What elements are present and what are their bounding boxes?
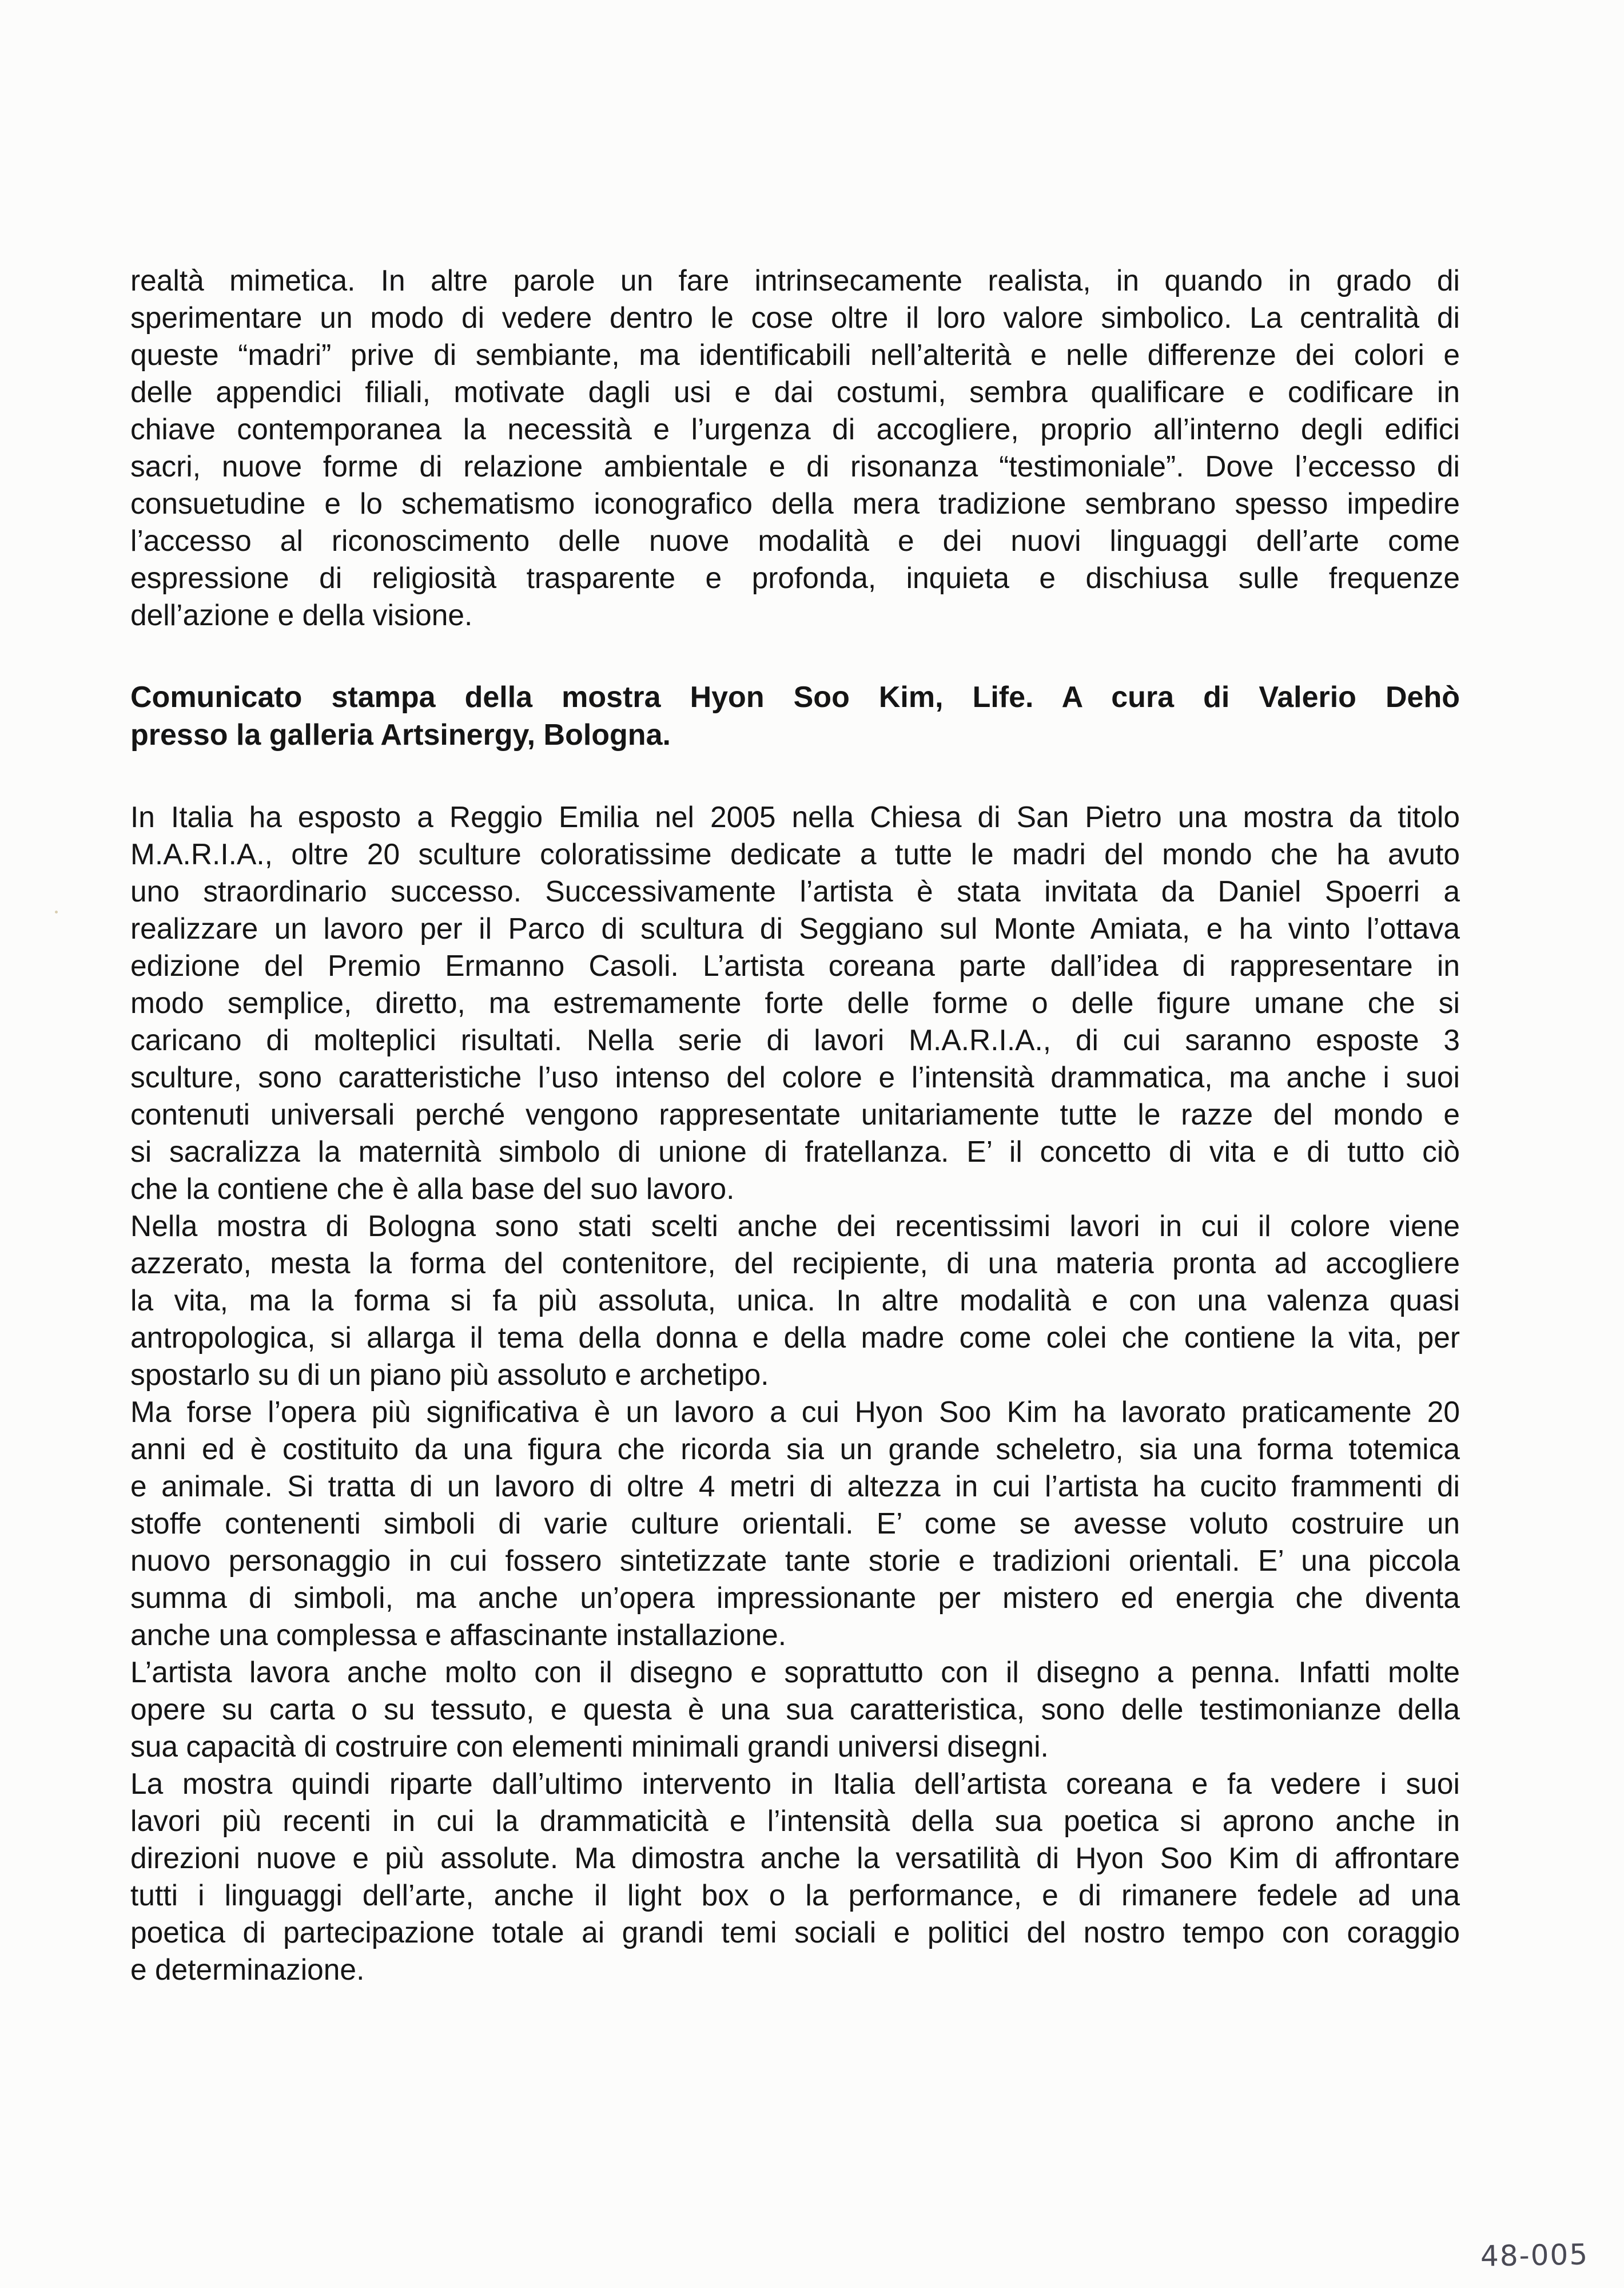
text-line: anche una complessa e affascinante installazione. xyxy=(130,1618,787,1651)
text-line: chiave contemporanea la necessità e l’urgenza di accogliere, proprio all’interno degli edifici xyxy=(130,412,1460,446)
text-line: poetica di partecipazione totale ai grandi temi sociali e politici del nostro tempo con coraggio xyxy=(130,1916,1460,1949)
text-line: L’artista lavora anche molto con il disegno e soprattutto con il disegno a penna. Infatti molte xyxy=(130,1655,1460,1689)
text-line: La mostra quindi riparte dall’ultimo intervento in Italia dell’artista coreana e fa vedere i suoi xyxy=(130,1767,1460,1800)
intro-paragraph xyxy=(130,262,1460,634)
text-line: nuovo personaggio in cui fossero sintetizzate tante storie e tradizioni orientali. E’ una piccola xyxy=(130,1544,1460,1577)
press-release-heading xyxy=(130,678,1460,754)
text-line: caricano di molteplici risultati. Nella serie di lavori M.A.R.I.A., di cui saranno esposte 3 xyxy=(130,1023,1460,1056)
text-line: queste “madri” prive di sembiante, ma identificabili nell’alterità e nelle differenze dei colori e xyxy=(130,338,1460,371)
text-line: In Italia ha esposto a Reggio Emilia nel 2005 nella Chiesa di San Pietro una mostra da titolo xyxy=(130,800,1460,833)
text-line: azzerato, mesta la forma del contenitore, del recipiente, di una materia pronta ad accogliere xyxy=(130,1246,1460,1280)
text-line: Nella mostra di Bologna sono stati scelti anche dei recentissimi lavori in cui il colore viene xyxy=(130,1209,1460,1242)
handwritten-page-number: 48-005 xyxy=(1480,2238,1589,2273)
text-line: antropologica, si allarga il tema della donna e della madre come colei che contiene la vita, per xyxy=(130,1321,1460,1354)
text-line: sacri, nuove forme di relazione ambientale e di risonanza “testimoniale”. Dove l’eccesso di xyxy=(130,450,1460,483)
text-line: uno straordinario successo. Successivamente l’artista è stata invitata da Daniel Spoerri a xyxy=(130,875,1460,908)
text-line: anni ed è costituito da una figura che ricorda sia un grande scheletro, sia una forma totemica xyxy=(130,1432,1460,1465)
text-line: contenuti universali perché vengono rappresentate unitariamente tutte le razze del mondo e xyxy=(130,1098,1460,1131)
text-line: spostarlo su di un piano più assoluto e archetipo. xyxy=(130,1358,769,1391)
text-line: lavori più recenti in cui la drammaticità e l’intensità della sua poetica si aprono anche in xyxy=(130,1804,1460,1837)
text-line: che la contiene che è alla base del suo lavoro. xyxy=(130,1172,735,1205)
text-line: summa di simboli, ma anche un’opera impressionante per mistero ed energia che diventa xyxy=(130,1581,1460,1614)
text-line: tutti i linguaggi dell’arte, anche il light box o la performance, e di rimanere fedele ad una xyxy=(130,1878,1460,1912)
text-line: e animale. Si tratta di un lavoro di oltre 4 metri di altezza in cui l’artista ha cucito frammenti di xyxy=(130,1469,1460,1503)
text-line: dell’azione e della visione. xyxy=(130,598,473,631)
press-release-body xyxy=(130,799,1460,1988)
text-line: sculture, sono caratteristiche l’uso intenso del colore e l’intensità drammatica, ma anche i suoi xyxy=(130,1060,1460,1094)
text-line: Ma forse l’opera più significativa è un lavoro a cui Hyon Soo Kim ha lavorato praticamente 20 xyxy=(130,1395,1460,1428)
scan-speck xyxy=(55,911,58,913)
text-line: consuetudine e lo schematismo iconografico della mera tradizione sembrano spesso impedire xyxy=(130,487,1460,520)
text-line: realtà mimetica. In altre parole un fare intrinsecamente realista, in quando in grado di xyxy=(130,264,1460,297)
text-line: sua capacità di costruire con elementi minimali grandi universi disegni. xyxy=(130,1730,1049,1763)
text-line: delle appendici filiali, motivate dagli usi e dai costumi, sembra qualificare e codificare in xyxy=(130,375,1460,408)
text-line: modo semplice, diretto, ma estremamente forte delle forme o delle figure umane che si xyxy=(130,986,1460,1019)
page-content xyxy=(130,262,1460,1988)
text-line: realizzare un lavoro per il Parco di scultura di Seggiano sul Monte Amiata, e ha vinto l’ottava xyxy=(130,912,1460,945)
text-line: edizione del Premio Ermanno Casoli. L’artista coreana parte dall’idea di rappresentare in xyxy=(130,949,1460,982)
text-line: direzioni nuove e più assolute. Ma dimostra anche la versatilità di Hyon Soo Kim di affrontare xyxy=(130,1841,1460,1874)
text-line: sperimentare un modo di vedere dentro le cose oltre il loro valore simbolico. La centralità di xyxy=(130,301,1460,334)
text-line: espressione di religiosità trasparente e profonda, inquieta e dischiusa sulle frequenze xyxy=(130,561,1460,594)
heading-line: presso la galleria Artsinergy, Bologna. xyxy=(130,718,671,752)
heading-line: Comunicato stampa della mostra Hyon Soo Kim, Life. A cura di Valerio Dehò xyxy=(130,681,1460,714)
text-line: opere su carta o su tessuto, e questa è una sua caratteristica, sono delle testimonianze della xyxy=(130,1693,1460,1726)
text-line: stoffe contenenti simboli di varie culture orientali. E’ come se avesse voluto costruire un xyxy=(130,1507,1460,1540)
text-line: M.A.R.I.A., oltre 20 sculture coloratissime dedicate a tutte le madri del mondo che ha avuto xyxy=(130,837,1460,871)
text-line: la vita, ma la forma si fa più assoluta, unica. In altre modalità e con una valenza quasi xyxy=(130,1284,1460,1317)
text-line: l’accesso al riconoscimento delle nuove modalità e dei nuovi linguaggi dell’arte come xyxy=(130,524,1460,557)
text-line: si sacralizza la maternità simbolo di unione di fratellanza. E’ il concetto di vita e di tutto ciò xyxy=(130,1135,1460,1168)
text-line: e determinazione. xyxy=(130,1953,365,1986)
